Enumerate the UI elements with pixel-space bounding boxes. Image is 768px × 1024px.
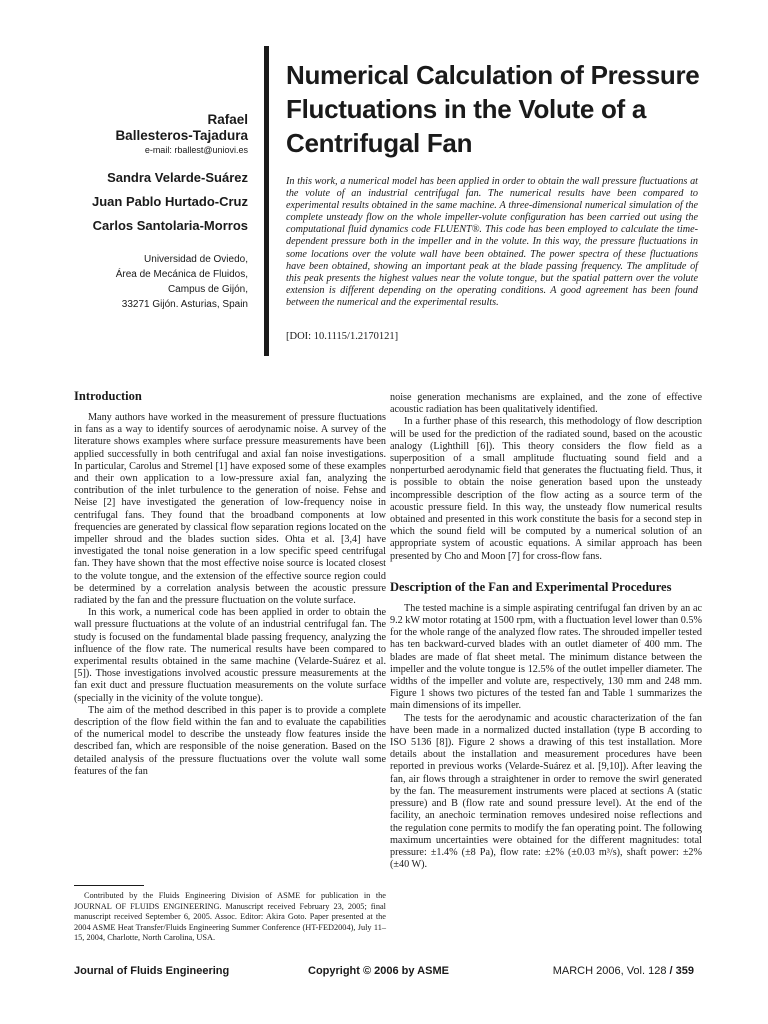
section-heading-introduction: Introduction <box>74 389 142 403</box>
title-divider-bar <box>264 46 269 356</box>
section-heading-fan-description: Description of the Fan and Experimental Procedures <box>390 579 672 594</box>
affiliation-line: Universidad de Oviedo, <box>144 254 248 265</box>
body-paragraph: noise generation mechanisms are explained, and the zone of effective acoustic radiation has been qualitatively identified. <box>390 392 702 416</box>
coauthor-name: Juan Pablo Hurtado-Cruz <box>91 194 248 209</box>
author-email[interactable]: e-mail: rballest@uniovi.es <box>144 145 248 155</box>
affiliation <box>40 252 248 312</box>
body-paragraph: In this work, a numerical code has been applied in order to obtain the wall pressure fluctuations at the volute of an industrial centrifugal fan. The study is focused on the fundamental blade passing frequency, analyzing the influence of the flow rate. The numerical results have been compared to experimental results obtained in the same machine (Velarde-Suárez et al. [5]). Those investigations involved acoustic pressure measurements at the fan exit duct and pressure fluctuation measurements on the volute surface (specially in the vicinity of the volute tongue). <box>74 607 386 704</box>
coauthor-name: Sandra Velarde-Suárez <box>107 170 248 185</box>
left-column <box>74 388 386 778</box>
affiliation-line: Área de Mecánica de Fluidos, <box>115 269 248 280</box>
journal-name: Journal of Fluids Engineering <box>74 965 230 977</box>
separator: / <box>666 965 676 977</box>
affiliation-line: 33271 Gijón. Asturias, Spain <box>121 299 248 310</box>
right-column <box>390 392 702 871</box>
issue-info <box>553 965 694 977</box>
footnote: Contributed by the Fluids Engineering Division of ASME for publication in the JOURNAL OF FLUIDS ENGINEERING. Manuscript received February 23, 2005; final manuscript received September 6, 2005. Assoc. Editor: Akira Goto. Paper presented at the 2004 ASME Heat Transfer/Fluids Engineering Summer Conference (HT-FED2004), July 11–15, 2004, Charlotte, North Carolina, USA. <box>74 891 386 943</box>
author-block <box>40 112 248 312</box>
abstract: In this work, a numerical model has been applied in order to obtain the wall pressure fluctuations at the volute of an industrial centrifugal fan. The numerical results have been compared to experimental results obtained in the same machine. A three-dimensional numerical simulation of the complete unsteady flow on the whole impeller-volute configuration has been carried out using the computational fluid dynamics code FLUENT®. This code has been employed to calculate the time-dependent pressure both in the impeller and in the volute. In this way, the pressure fluctuations in some locations over the volute wall have been obtained. The power spectra of these fluctuations have been obtained, showing an important peak at the blade passing frequency. The amplitude of this peak presents the highest values near the volute tongue, but the spatial pattern over the volute extension is different depending on the operating conditions. A good agreement has been found between the numerical and the experimental results. <box>286 176 698 308</box>
copyright: Copyright © 2006 by ASME <box>308 965 449 977</box>
page-number: 359 <box>675 965 694 977</box>
body-paragraph: Many authors have worked in the measurement of pressure fluctuations in fans as a way to identify sources of aerodynamic noise. A survey of the literature shows examples where surface pressure measurements have been applied successfully in both centrifugal and axial fan noise investigations. In particular, Carolus and Stremel [1] have exposed some of these examples and their own application to a low-pressure axial fan, analyzing the contribution of the inlet turbulence to the generation of noise. Fehse and Neise [2] have investigated the generation of low-frequency noise in centrifugal fans. They found that the broadband components at low frequencies are generated by classical flow separation regions located on the impeller shroud and the blades suction sides. Ohta et al. [3,4] have investigated the tonal noise generation in a low specific speed centrifugal fan. They have shown that the most effective noise source is located closest to the volute tongue, and the extension of the effective source region could be determined by a correlation analysis between the acoustic pressure radiated by the fan and the pressure fluctuation on the volute surface. <box>74 412 386 607</box>
page-footer <box>74 965 694 979</box>
paper-title: Numerical Calculation of Pressure Fluctuations in the Volute of a Centrifugal Fan <box>286 60 700 158</box>
body-paragraph: The aim of the method described in this paper is to provide a complete description of the flow field within the fan and to evaluate the capabilities of the numerical model to describe the unsteady flow features inside the described fan, which are responsible of the noise generation. Based on the detailed analysis of the pressure fluctuations over the volute wall some features of the fan <box>74 704 386 777</box>
body-paragraph: In a further phase of this research, this methodology of flow description will be used for the prediction of the radiated sound, based on the acoustic analogy (Lighthill [6]). This theory considers the flow field as a superposition of a small amplitude fluctuating sound field and a nonperturbed aerodynamic field that generates the fluctuating field. Thus, it is possible to obtain the noise generation based upon the unsteady incompressible description of the flow acting as a source term of the acoustic pressure field. In this way, the unsteady flow numerical results obtained and presented in this work constitute the basis for a second step in which the sound field will be computed by a numerical solution of an appropriate system of acoustic equations. A similar approach has been presented by Cho and Moon [7] for cross-flow fans. <box>390 416 702 562</box>
author-family-name: Ballesteros-Tajadura <box>115 128 248 143</box>
coauthor-list <box>40 166 248 238</box>
footnote-rule <box>74 885 144 886</box>
body-paragraph: The tests for the aerodynamic and acoustic characterization of the fan have been made in a normalized ducted installation (type B according to ISO 5136 [8]). Figure 2 shows a drawing of this test installation. More details about the installation and measurement procedures have been reported in previous works (Velarde-Suárez et al. [9,10]). After leaving the fan, air flows through a straightener in order to remove the swirl generated by the fan. The measurement instruments were placed at sections A (static pressure) and B (flow rate and sound pressure level). At the end of the facility, an anechoic termination removes undesired noise reflections and the regulation cone permits to modify the fan operating point. The following maximum uncertainties were obtained for the different magnitudes: total pressure: ±1.4% (±8 Pa), flow rate: ±2% (±0.03 m³/s), shaft power: ±2% (±40 W). <box>390 712 702 871</box>
author-given-name: Rafael <box>207 112 248 127</box>
issue-date-volume: MARCH 2006, Vol. 128 <box>552 965 667 977</box>
doi[interactable]: [DOI: 10.1115/1.2170121] <box>286 331 399 342</box>
affiliation-line: Campus de Gijón, <box>167 284 248 295</box>
body-paragraph: The tested machine is a simple aspirating centrifugal fan driven by an ac 9.2 kW motor rotating at 1500 rpm, with a fluctuation level lower than 0.5% for the whole range of the analyzed flow rates. The shrouded impeller tested has ten backward-curved blades with an outlet diameter of 400 mm. The blades are made of flat sheet metal. The minimum distance between the impeller and the volute tongue is 12.5% of the outlet impeller diameter. The widths of the impeller and volute are, respectively, 130 mm and 248 mm. Figure 1 shows two pictures of the tested fan and Table 1 summarizes the main dimensions of its impeller. <box>390 602 702 712</box>
coauthor-name: Carlos Santolaria-Morros <box>92 218 248 233</box>
